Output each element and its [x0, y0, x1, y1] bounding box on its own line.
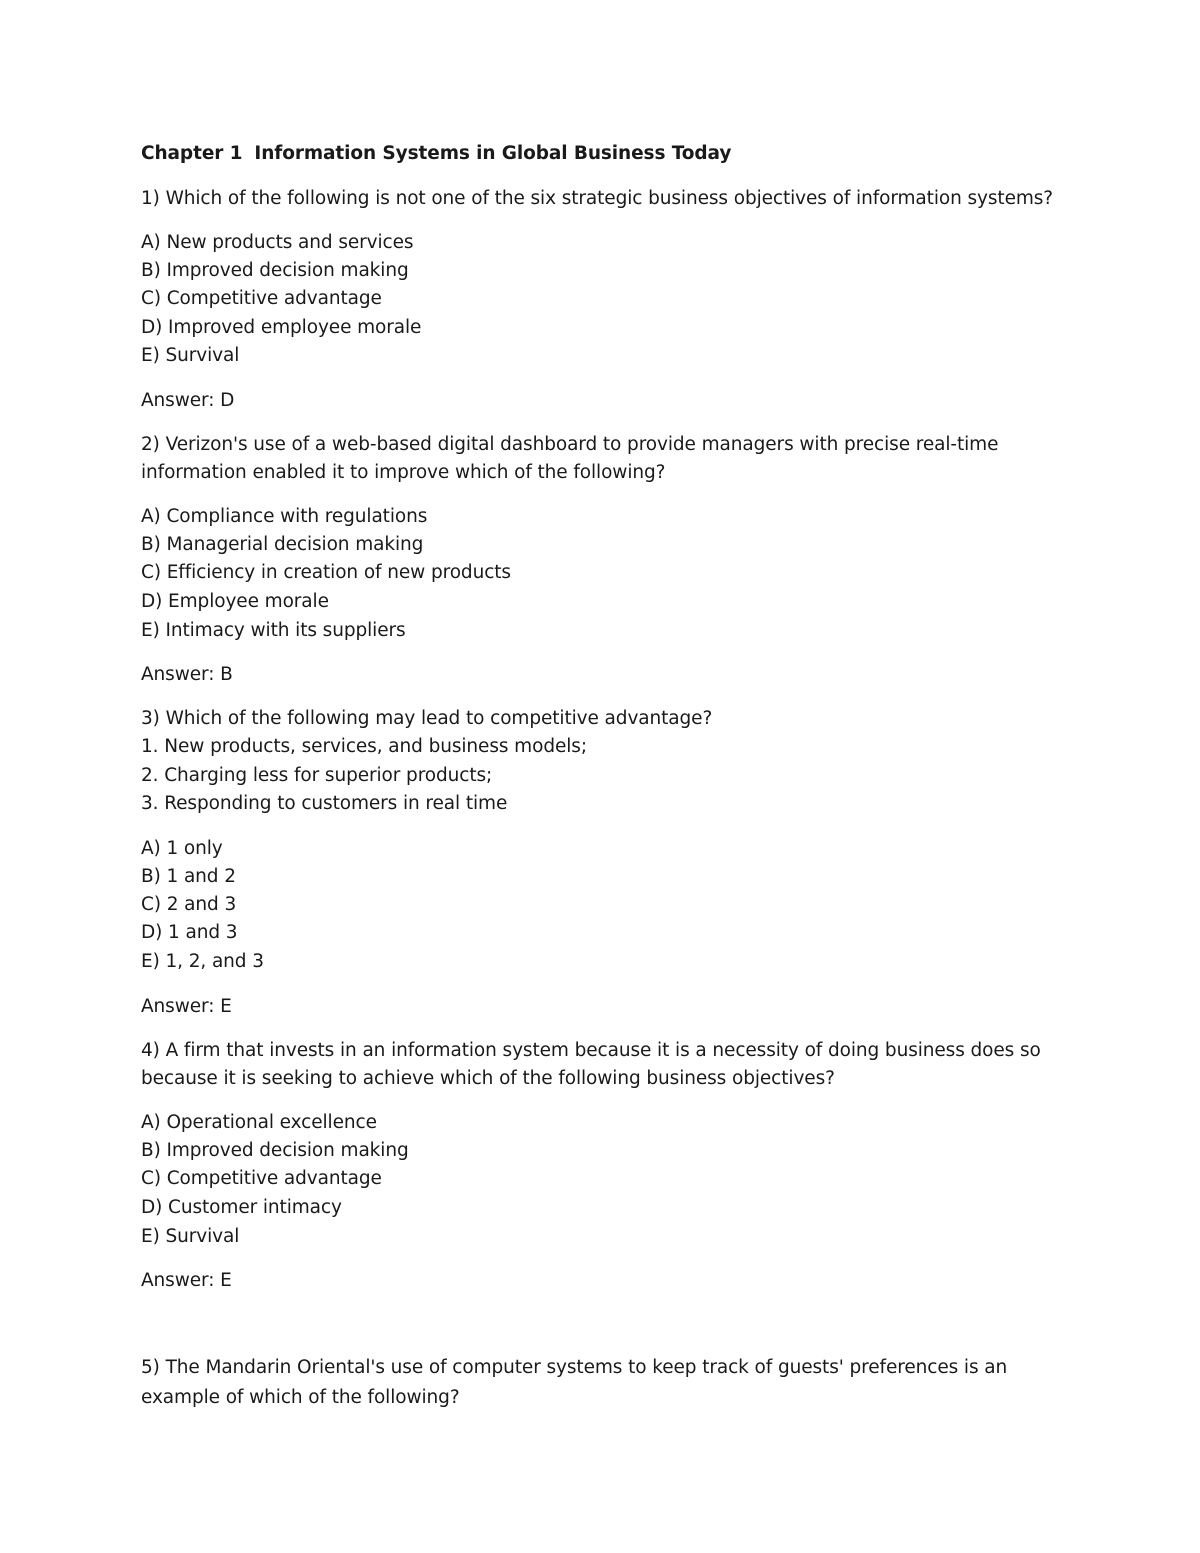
question-3-option-c: C) 2 and 3: [141, 894, 237, 915]
question-2-text-line-2: information enabled it to improve which of the following?: [141, 462, 666, 483]
question-1-option-d: D) Improved employee morale: [141, 317, 422, 338]
question-2-text-line-1: 2) Verizon's use of a web-based digital dashboard to provide managers with precise real-time: [141, 434, 999, 455]
question-4-answer: Answer: E: [141, 1270, 232, 1291]
question-4-text-line-2: because it is seeking to achieve which of the following business objectives?: [141, 1068, 835, 1089]
question-5-text-line-1: 5) The Mandarin Oriental's use of computer systems to keep track of guests' preferences is an: [141, 1357, 1008, 1378]
question-1-answer: Answer: D: [141, 390, 235, 411]
question-4-text-line-1: 4) A firm that invests in an information system because it is a necessity of doing business does so: [141, 1040, 1041, 1061]
question-2-option-b: B) Managerial decision making: [141, 534, 424, 555]
question-3-option-a: A) 1 only: [141, 838, 223, 859]
question-3-answer: Answer: E: [141, 996, 232, 1017]
chapter-label: Chapter 1: [141, 143, 243, 164]
question-2-answer: Answer: B: [141, 664, 233, 685]
question-4-option-e: E) Survival: [141, 1226, 240, 1247]
question-1-option-a: A) New products and services: [141, 232, 414, 253]
question-2-option-e: E) Intimacy with its suppliers: [141, 620, 406, 641]
question-2-option-a: A) Compliance with regulations: [141, 506, 428, 527]
question-3-text-line-1: 3) Which of the following may lead to competitive advantage?: [141, 708, 713, 729]
question-1-option-e: E) Survival: [141, 345, 240, 366]
question-3-option-e: E) 1, 2, and 3: [141, 951, 264, 972]
question-1-text-line-1: 1) Which of the following is not one of the six strategic business objectives of information systems?: [141, 188, 1054, 209]
question-1-option-b: B) Improved decision making: [141, 260, 409, 281]
question-3-item-1: 1. New products, services, and business models;: [141, 736, 587, 757]
chapter-title: Information Systems in Global Business Today: [254, 143, 732, 164]
question-4-option-d: D) Customer intimacy: [141, 1197, 342, 1218]
question-3-option-d: D) 1 and 3: [141, 922, 238, 943]
question-5-text-line-2: example of which of the following?: [141, 1387, 460, 1408]
question-3-item-2: 2. Charging less for superior products;: [141, 765, 493, 786]
question-2-option-d: D) Employee morale: [141, 591, 329, 612]
question-4-option-c: C) Competitive advantage: [141, 1168, 382, 1189]
question-2-option-c: C) Efficiency in creation of new products: [141, 562, 511, 583]
question-4-option-a: A) Operational excellence: [141, 1112, 377, 1133]
question-1-option-c: C) Competitive advantage: [141, 288, 382, 309]
question-3-item-3: 3. Responding to customers in real time: [141, 793, 508, 814]
question-4-option-b: B) Improved decision making: [141, 1140, 409, 1161]
chapter-heading: [141, 143, 731, 165]
question-3-option-b: B) 1 and 2: [141, 866, 236, 887]
